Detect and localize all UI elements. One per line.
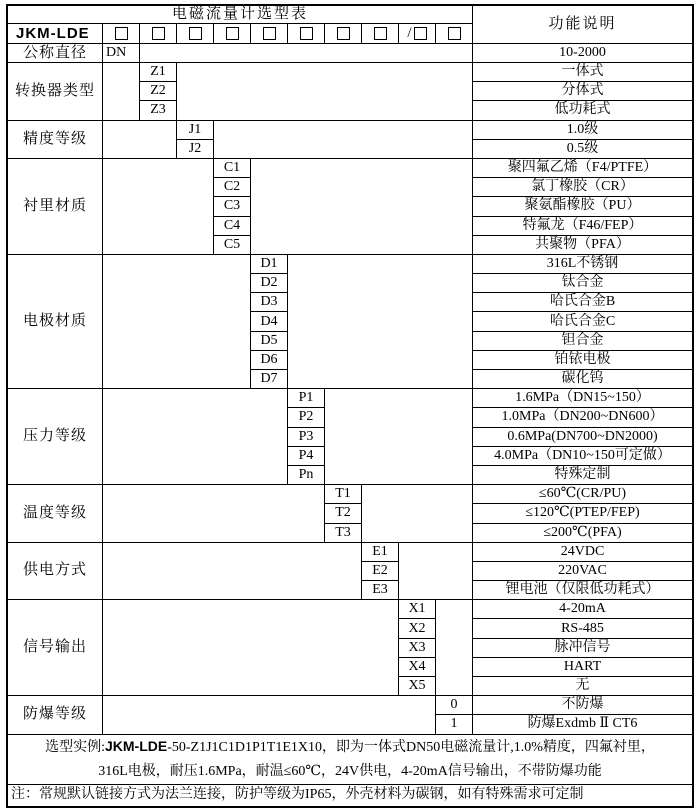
example-line-1: [45, 735, 655, 761]
section-temperature-rating: [8, 485, 692, 543]
desc-cell: 聚氨酯橡胶（PU）: [473, 197, 692, 216]
desc-cell: 220VAC: [473, 562, 692, 581]
row-label: 温度等级: [8, 485, 103, 543]
section-electrode-material: [8, 255, 692, 389]
desc-cell: 24VDC: [473, 543, 692, 562]
empty-cell: [399, 543, 473, 601]
desc-cell: 聚四氟乙烯（F4/PTFE）: [473, 159, 692, 178]
code-cell: D3: [251, 293, 288, 312]
example-model-code: JKM-LDE: [105, 738, 168, 755]
section-accuracy-class: [8, 121, 692, 159]
code-cell: E1: [362, 543, 399, 562]
function-column-header: 功能说明: [473, 6, 692, 44]
desc-cell: 一体式: [473, 63, 692, 82]
desc-cell: 哈氏合金C: [473, 312, 692, 331]
header-section: [8, 6, 692, 44]
empty-cell: [251, 159, 473, 255]
code-cell: X4: [399, 658, 436, 677]
checkbox-icon[interactable]: [448, 27, 461, 40]
row-label: 衬里材质: [8, 159, 103, 255]
desc-cell: 0.6MPa(DN700~DN2000): [473, 428, 692, 447]
desc-cell: 脉冲信号: [473, 639, 692, 658]
row-label: 信号输出: [8, 600, 103, 696]
selection-table: [6, 4, 694, 808]
example-line-2: 316L电极，耐压1.6MPa，耐温≤60℃，24V供电，4-20mA信号输出，不带防爆功能: [98, 764, 602, 780]
row-label: 转换器类型: [8, 63, 103, 121]
code-cell: P4: [288, 447, 325, 466]
checkbox-icon[interactable]: [263, 27, 276, 40]
section-signal-output: [8, 600, 692, 696]
section-nominal-diameter: [8, 44, 692, 63]
row-label: 防爆等级: [8, 696, 103, 734]
checkbox-icon[interactable]: [414, 27, 427, 40]
desc-cell: 特氟龙（F46/FEP）: [473, 217, 692, 236]
code-cell: D7: [251, 370, 288, 389]
desc-cell: ≤120℃(PTEP/FEP): [473, 504, 692, 523]
desc-cell: 锂电池（仅限低功耗式）: [473, 581, 692, 600]
desc-cell: 1.0MPa（DN200~DN600）: [473, 408, 692, 427]
example-section: [8, 735, 692, 785]
empty-cell: [103, 485, 325, 543]
empty-cell: [103, 159, 214, 255]
selection-example: [8, 735, 692, 785]
code-cell: Z1: [140, 63, 177, 82]
code-cell: D5: [251, 332, 288, 351]
desc-cell: RS-485: [473, 619, 692, 638]
model-checkbox-cell-4[interactable]: [214, 24, 251, 44]
desc-cell: 氯丁橡胶（CR）: [473, 178, 692, 197]
example-prefix: 选型实例:: [45, 740, 105, 756]
desc-cell: 低功耗式: [473, 101, 692, 120]
example-rest: -50-Z1J1C1D1P1T1E1X10，即为一体式DN50电磁流量计,1.0%精度，四氟衬里，: [167, 740, 655, 756]
empty-cell: [140, 44, 473, 63]
checkbox-icon[interactable]: [189, 27, 202, 40]
code-cell: DN: [103, 44, 140, 63]
code-cell: J2: [177, 140, 214, 159]
model-checkbox-cell-9[interactable]: [399, 24, 436, 44]
code-cell: 0: [436, 696, 473, 715]
desc-cell: 分体式: [473, 82, 692, 101]
empty-cell: [436, 600, 473, 696]
checkbox-icon[interactable]: [300, 27, 313, 40]
desc-cell: 特殊定制: [473, 466, 692, 485]
empty-cell: [325, 389, 473, 485]
code-cell: C2: [214, 178, 251, 197]
empty-cell: [288, 255, 473, 389]
code-cell: X1: [399, 600, 436, 619]
slash-separator: /: [407, 25, 412, 41]
empty-cell: [362, 485, 473, 543]
code-cell: Z2: [140, 82, 177, 101]
code-cell: E2: [362, 562, 399, 581]
empty-cell: [103, 543, 362, 601]
section-converter-type: [8, 63, 692, 121]
desc-cell: ≤60℃(CR/PU): [473, 485, 692, 504]
code-cell: X3: [399, 639, 436, 658]
note-section: [8, 785, 692, 806]
checkbox-icon[interactable]: [152, 27, 165, 40]
model-checkbox-cell-5[interactable]: [251, 24, 288, 44]
code-cell: D1: [251, 255, 288, 274]
section-lining-material: [8, 159, 692, 255]
desc-cell: 1.0级: [473, 121, 692, 140]
code-cell: Pn: [288, 466, 325, 485]
desc-cell: 铂铱电极: [473, 351, 692, 370]
model-prefix-label: JKM-LDE: [8, 24, 103, 44]
code-cell: P1: [288, 389, 325, 408]
desc-cell: 1.6MPa（DN15~150）: [473, 389, 692, 408]
code-cell: P2: [288, 408, 325, 427]
section-pressure-rating: [8, 389, 692, 485]
model-checkbox-cell-3[interactable]: [177, 24, 214, 44]
row-label: 供电方式: [8, 543, 103, 601]
code-cell: C5: [214, 236, 251, 255]
model-checkbox-cell-6[interactable]: [288, 24, 325, 44]
code-cell: C3: [214, 197, 251, 216]
empty-cell: [103, 255, 251, 389]
code-cell: E3: [362, 581, 399, 600]
desc-cell: ≤200℃(PFA): [473, 524, 692, 543]
model-checkbox-cell-8[interactable]: [362, 24, 399, 44]
code-cell: T3: [325, 524, 362, 543]
model-checkbox-cell-7[interactable]: [325, 24, 362, 44]
section-power-supply: [8, 543, 692, 601]
desc-cell: 钽合金: [473, 332, 692, 351]
code-cell: D6: [251, 351, 288, 370]
row-label: 公称直径: [8, 44, 103, 63]
desc-cell: 无: [473, 677, 692, 696]
checkbox-icon[interactable]: [115, 27, 128, 40]
empty-cell: [103, 63, 140, 121]
model-checkbox-cell-10[interactable]: [436, 24, 473, 44]
desc-cell: 钛合金: [473, 274, 692, 293]
desc-cell: 共聚物（PFA）: [473, 236, 692, 255]
note-text: 注：常规默认链接方式为法兰连接，防护等级为IP65，外壳材料为碳钢，如有特殊需求可定制: [11, 787, 584, 803]
table-title: 电磁流量计选型表: [8, 6, 473, 24]
code-cell: 1: [436, 715, 473, 734]
desc-cell: 4-20mA: [473, 600, 692, 619]
empty-cell: [214, 121, 473, 159]
desc-cell: 10-2000: [473, 44, 692, 63]
code-cell: X2: [399, 619, 436, 638]
code-cell: T1: [325, 485, 362, 504]
model-checkbox-cell-2[interactable]: [140, 24, 177, 44]
code-cell: Z3: [140, 101, 177, 120]
empty-cell: [103, 389, 288, 485]
desc-cell: HART: [473, 658, 692, 677]
checkbox-icon[interactable]: [337, 27, 350, 40]
code-cell: D2: [251, 274, 288, 293]
row-label: 电极材质: [8, 255, 103, 389]
code-cell: C1: [214, 159, 251, 178]
checkbox-icon[interactable]: [226, 27, 239, 40]
code-cell: D4: [251, 312, 288, 331]
empty-cell: [103, 121, 177, 159]
row-label: 压力等级: [8, 389, 103, 485]
desc-cell: 316L不锈钢: [473, 255, 692, 274]
desc-cell: 哈氏合金B: [473, 293, 692, 312]
desc-cell: 防爆Exdmb Ⅱ CT6: [473, 715, 692, 734]
code-cell: X5: [399, 677, 436, 696]
desc-cell: 4.0MPa（DN10~150可定做）: [473, 447, 692, 466]
empty-cell: [103, 600, 399, 696]
desc-cell: 碳化钨: [473, 370, 692, 389]
checkbox-icon[interactable]: [374, 27, 387, 40]
empty-cell: [103, 696, 436, 734]
code-cell: T2: [325, 504, 362, 523]
row-label: 精度等级: [8, 121, 103, 159]
empty-cell: [177, 63, 473, 121]
section-explosion-proof: [8, 696, 692, 734]
desc-cell: 不防爆: [473, 696, 692, 715]
desc-cell: 0.5级: [473, 140, 692, 159]
code-cell: J1: [177, 121, 214, 140]
code-cell: P3: [288, 428, 325, 447]
code-cell: C4: [214, 217, 251, 236]
model-checkbox-cell-1[interactable]: [103, 24, 140, 44]
